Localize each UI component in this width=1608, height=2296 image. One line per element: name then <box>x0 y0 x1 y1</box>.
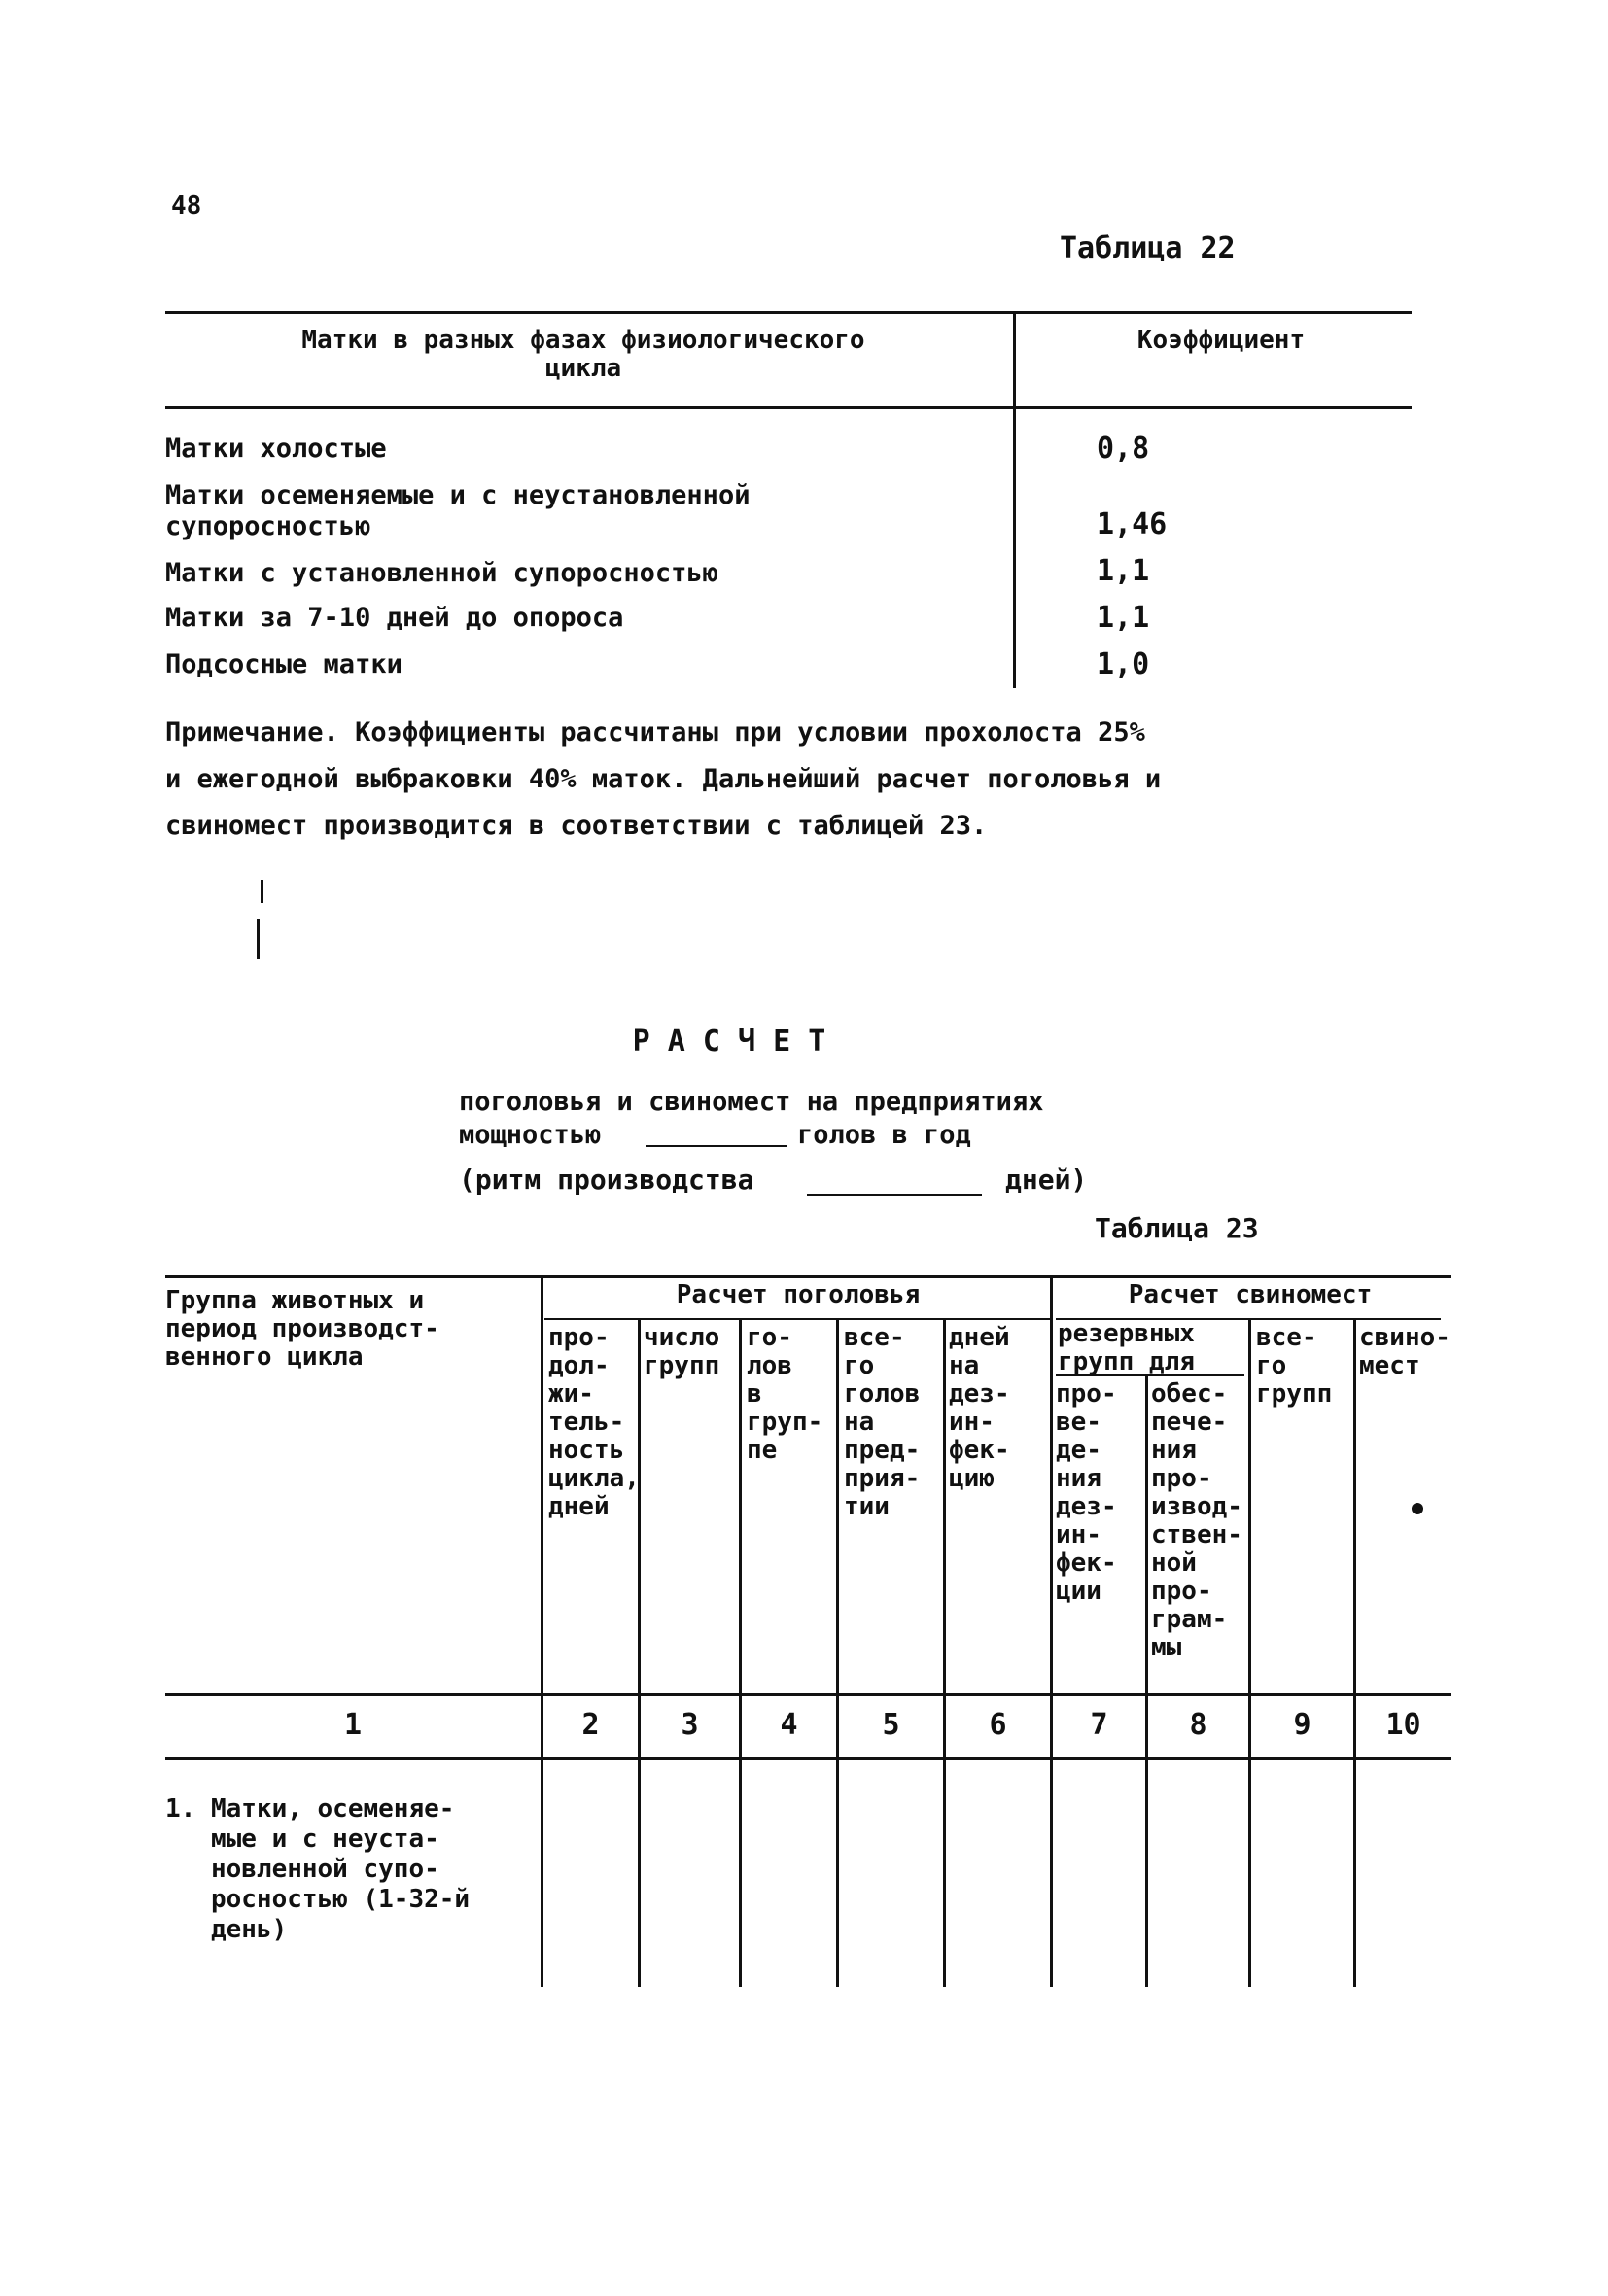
col-number: 3 <box>681 1708 699 1742</box>
col-number: 5 <box>882 1708 900 1742</box>
table22-row-label: Матки осеменяемые и с неустановленной супоросностью <box>165 480 751 541</box>
table22-row-value: 1,1 <box>1097 601 1150 635</box>
calc-subtitle: поголовья и свиномест на предприятиях <box>459 1087 1044 1117</box>
table23-header-rule <box>165 1693 1451 1696</box>
group-places-header: Расчет свиномест <box>1128 1280 1373 1309</box>
col-divider <box>1050 1275 1053 1987</box>
group-headcount-header: Расчет поголовья <box>676 1280 921 1309</box>
col9-header: все- го групп <box>1256 1323 1333 1409</box>
dot-mark <box>1412 1503 1423 1514</box>
table23-numbers-rule <box>165 1757 1451 1760</box>
table22-row-label: Матки холостые <box>165 434 387 464</box>
blank-rhythm-line <box>807 1194 982 1196</box>
calc-rhythm-suffix: дней) <box>1005 1164 1088 1196</box>
col-number: 8 <box>1189 1708 1207 1742</box>
calc-subtitle-prefix: мощностью <box>459 1120 602 1150</box>
col6-header: дней на дез- ин- фек- цию <box>949 1323 1010 1493</box>
table22-note: Примечание. Коэффициенты рассчитаны при условии прохолоста 25% и ежегодной выбраковки 40% маток. Дальнейший расчет поголовья и свиномест производится в соответствии с таблицей 23. <box>165 717 1162 841</box>
col4-header: го- лов в груп- пе <box>747 1323 823 1465</box>
table22-top-rule <box>165 311 1412 314</box>
table22-row-label: Матки с установленной супоросностью <box>165 558 718 588</box>
col-number: 6 <box>989 1708 1007 1742</box>
col3-header: число групп <box>644 1323 720 1380</box>
table22-header-phase: Матки в разных фазах физиологического цикла <box>301 326 865 383</box>
col-divider <box>1353 1318 1356 1987</box>
stray-mark <box>261 880 263 903</box>
table22-row-value: 1,46 <box>1097 507 1168 541</box>
col-divider <box>836 1318 839 1987</box>
calc-rhythm-prefix: (ритм производства <box>459 1164 754 1196</box>
col8-header: обес- пече- ния про- извод- ствен- ной про- грам- мы <box>1151 1379 1242 1662</box>
col10-header: свино- мест <box>1359 1323 1451 1380</box>
stray-mark <box>257 919 260 959</box>
table22-row-value: 1,1 <box>1097 554 1150 588</box>
col1-header: Группа животных и период производст- венного цикла <box>165 1286 439 1372</box>
col2-header: про- дол- жи- тель- ность цикла, дней <box>548 1323 640 1521</box>
col7-header: про- ве- де- ния дез- ин- фек- ции <box>1056 1379 1117 1606</box>
col-divider <box>1145 1374 1148 1987</box>
col-number: 2 <box>581 1708 600 1742</box>
col-number: 4 <box>780 1708 798 1742</box>
table22-header-coefficient: Коэффициент <box>1136 326 1306 355</box>
col-divider <box>739 1318 742 1987</box>
group-headcount-rule <box>544 1318 1050 1320</box>
table22-caption: Таблица 22 <box>1060 231 1236 265</box>
table23-caption: Таблица 23 <box>1095 1212 1259 1244</box>
table22-column-divider <box>1013 311 1016 688</box>
table22-header-rule <box>165 406 1412 409</box>
col-divider <box>1248 1318 1251 1987</box>
table22-row-label: Матки за 7-10 дней до опороса <box>165 603 624 633</box>
col-divider <box>943 1318 946 1987</box>
blank-capacity-line <box>646 1145 787 1147</box>
table23-top-rule <box>165 1275 1451 1278</box>
col-number: 7 <box>1090 1708 1108 1742</box>
calc-title: Р А С Ч Е Т <box>632 1025 826 1059</box>
row1-label: 1. Матки, осеменяе- мые и с неуста- новленной супо- росностью (1-32-й день) <box>165 1794 471 1944</box>
col-divider <box>541 1275 543 1987</box>
table22-row-value: 0,8 <box>1097 432 1150 466</box>
table22-row-label: Подсосные матки <box>165 649 402 679</box>
reserve-groups-header: резервных групп для <box>1058 1319 1195 1376</box>
col-number: 9 <box>1293 1708 1311 1742</box>
calc-subtitle-suffix: голов в год <box>797 1120 971 1150</box>
col-number: 1 <box>343 1708 363 1742</box>
col-number: 10 <box>1385 1708 1421 1742</box>
col5-header: все- го голов на пред- прия- тии <box>844 1323 921 1521</box>
page-number: 48 <box>171 191 202 221</box>
table22-row-value: 1,0 <box>1097 647 1150 681</box>
